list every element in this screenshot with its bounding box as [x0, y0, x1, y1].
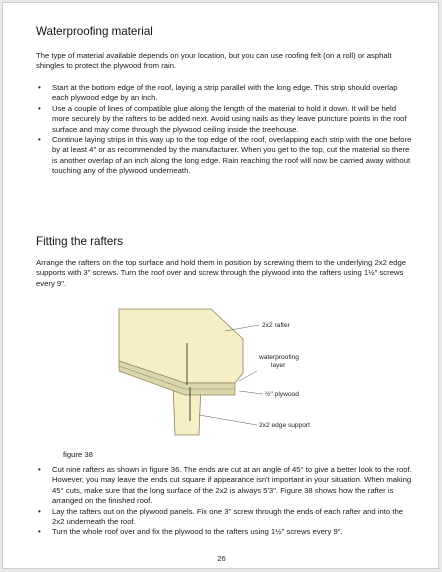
list-item: • Start at the bottom edge of the roof, laying a strip parallel with the long edge. This strip should overlap each plywood edge by an inch.: [36, 83, 414, 104]
section-heading-rafters: Fitting the rafters: [36, 235, 123, 248]
label-layer: layer: [271, 362, 286, 369]
list-item: • Lay the rafters out on the plywood panels. Fix one 3" screw through the ends of each rafter and into the 2x2 underneath the roof.: [36, 507, 416, 528]
label-rafter: 2x2 rafter: [262, 322, 290, 329]
leader-line: [239, 391, 263, 394]
leader-line: [199, 415, 257, 425]
section-heading-waterproofing: Waterproofing material: [36, 25, 153, 38]
page-number: 26: [217, 554, 226, 563]
rafters-intro: Arrange the rafters on the top surface and hold them in position by screwing them to the underlying 2x2 edge supports with 3" screws. Turn the roof over and screw through the plywood into the rafters using 1½" screws every 9".: [36, 258, 407, 288]
label-edge-support: 2x2 edge support: [259, 422, 310, 429]
document-page: [2, 2, 439, 569]
list-item: • Cut nine rafters as shown in figure 36. The ends are cut at an angle of 45° to give a better look to the roof. However, you may leave the ends cut square if appearance isn't important in your situation. When making 45° cuts, make sure that the long surface of the 2x2 is always 5'3". Figure 38 shows how the rafter is arranged on the finished roof.: [36, 465, 416, 507]
list-item: • Use a couple of lines of compatible glue along the length of the material to hold it down. It will be held more securely by the rafters to be added next. Avoid using nails as they leave puncture points in the roof surface and may come through the plywood ceiling inside the treehouse.: [36, 104, 414, 135]
label-waterproofing: waterproofing: [259, 354, 299, 361]
label-plywood: ½" plywood: [265, 391, 299, 398]
rafter-steps-list: [36, 465, 416, 538]
list-item: • Turn the whole roof over and fix the plywood to the rafters using 1½" screws every 9".: [36, 527, 416, 537]
figure-caption: figure 38: [63, 450, 93, 459]
waterproofing-intro: The type of material available depends on your location, but you can use roofing felt (on a roll) or asphalt shingles to protect the plywood from rain.: [36, 51, 392, 71]
list-item: • Continue laying strips in this way up to the top edge of the roof, overlapping each strip with the one before by at least 4" or as recommended by the manufacturer. When you get to the top, cut the material so there is another overlap of an inch along the long edge. Rain reaching the roof will now be carried away without touching any of the plywood underneath.: [36, 135, 414, 177]
